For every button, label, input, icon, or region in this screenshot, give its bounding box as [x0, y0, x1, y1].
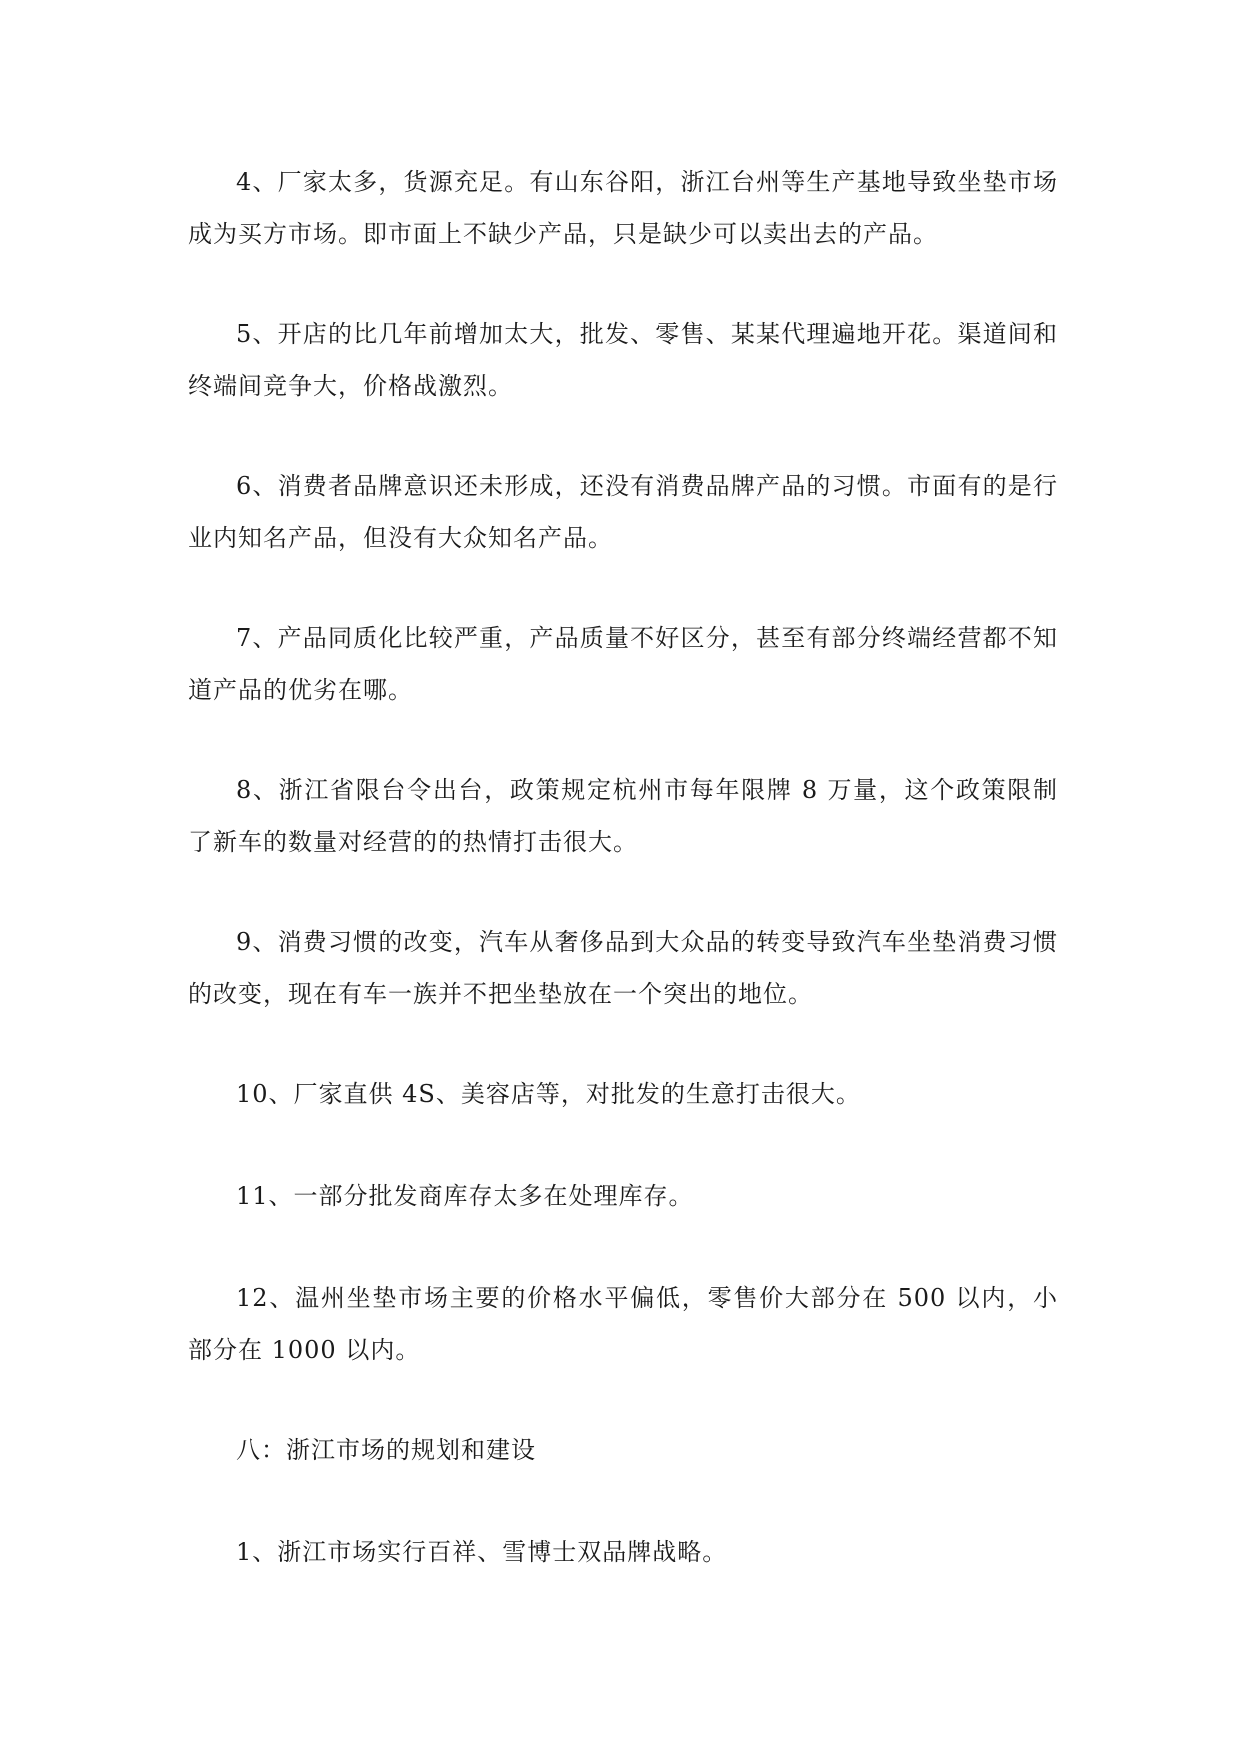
paragraph-item-8: 8、浙江省限台令出台，政策规定杭州市每年限牌 8 万量，这个政策限制了新车的数量对经营的的热情打击很大。 [188, 776, 1058, 856]
section-heading: 八：浙江市场的规划和建设 [236, 1436, 536, 1464]
paragraph-item-10: 10、厂家直供 4S、美容店等，对批发的生意打击很大。 [236, 1080, 861, 1108]
section-paragraph-item-1: 1、浙江市场实行百祥、雪博士双品牌战略。 [236, 1538, 728, 1566]
paragraph-item-7: 7、产品同质化比较严重，产品质量不好区分，甚至有部分终端经营都不知道产品的优劣在哪。 [188, 624, 1058, 704]
paragraph-item-4: 4、厂家太多，货源充足。有山东谷阳，浙江台州等生产基地导致坐垫市场成为买方市场。即市面上不缺少产品，只是缺少可以卖出去的产品。 [188, 168, 1058, 248]
paragraph-item-12: 12、温州坐垫市场主要的价格水平偏低，零售价大部分在 500 以内，小部分在 1000 以内。 [188, 1284, 1058, 1364]
paragraph-item-11: 11、一部分批发商库存太多在处理库存。 [236, 1182, 694, 1210]
document-body [188, 156, 1058, 1628]
paragraph-item-6: 6、消费者品牌意识还未形成，还没有消费品牌产品的习惯。市面有的是行业内知名产品，但没有大众知名产品。 [188, 472, 1058, 552]
paragraph-item-5: 5、开店的比几年前增加太大，批发、零售、某某代理遍地开花。渠道间和终端间竞争大，价格战激烈。 [188, 320, 1058, 400]
paragraph-item-9: 9、消费习惯的改变，汽车从奢侈品到大众品的转变导致汽车坐垫消费习惯的改变，现在有车一族并不把坐垫放在一个突出的地位。 [188, 928, 1058, 1008]
